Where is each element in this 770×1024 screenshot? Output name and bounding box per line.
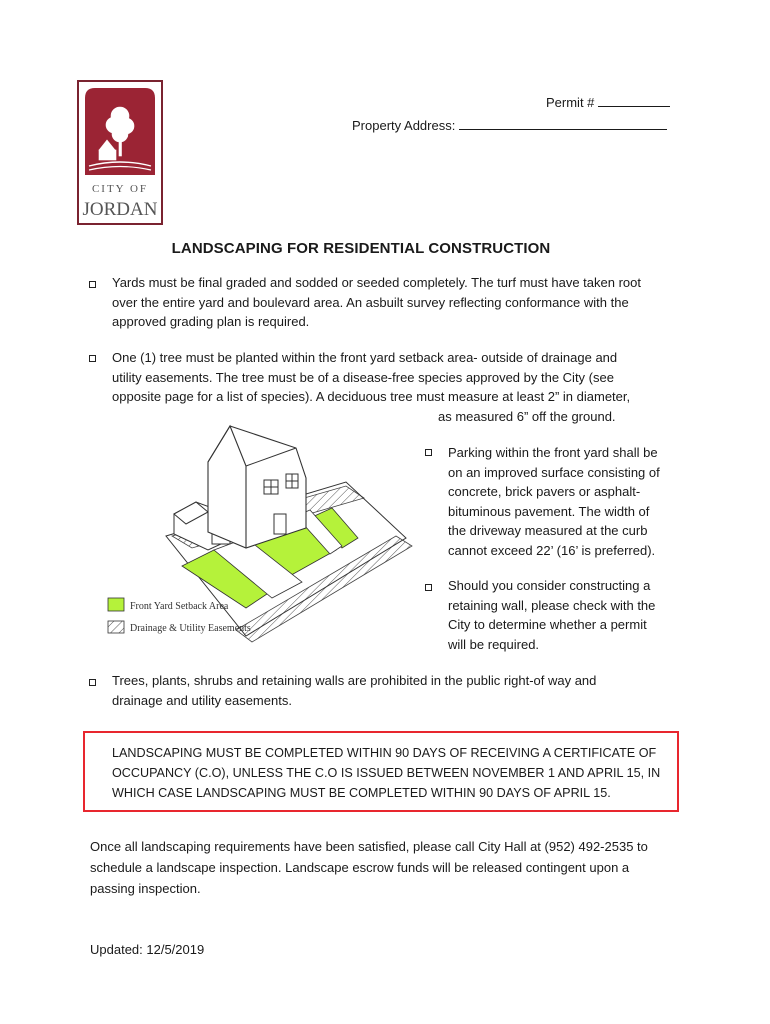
- bullet-yards: Yards must be final graded and sodded or seeded completely. The turf must have taken root over the entire yard and boulevard area. An asbuilt survey reflecting conformance with the approved grading plan is required.: [112, 275, 641, 329]
- page-title: LANDSCAPING FOR RESIDENTIAL CONSTRUCTION: [171, 240, 551, 257]
- notice-text: LANDSCAPING MUST BE COMPLETED WITHIN 90 DAYS OF RECEIVING A CERTIFICATE OF OCCUPANCY (C.O), UNLESS THE C.O IS ISSUED BETWEEN NOVEMBER 1 AND APRIL 15, IN WHICH CASE LANDSCAPING MUST BE COMPLETED WITHIN 90 DAYS OF APRIL 15.: [112, 746, 661, 800]
- bullet-parking: Parking within the front yard shall be on an improved surface consisting of concrete, brick pavers or asphalt- bituminous pavement. The width of the driveway measured at the curb cannot exceed 22’ (16’ is preferred).: [448, 445, 660, 558]
- checkbox-icon: [425, 449, 432, 456]
- permit-label: Permit #: [546, 95, 595, 110]
- address-label: Property Address:: [352, 118, 456, 133]
- legend-drainage-label: Drainage & Utility Easements: [130, 623, 251, 634]
- yard-diagram: [96, 418, 426, 648]
- permit-field[interactable]: [546, 94, 670, 110]
- checkbox-icon: [89, 355, 96, 362]
- updated-date: Updated: 12/5/2019: [90, 942, 205, 957]
- closing-paragraph: Once all landscaping requirements have been satisfied, please call City Hall at (952) 492-2535 to schedule a landscape inspection. Landscape escrow funds will be released contingent upon a passing inspection.: [90, 839, 648, 896]
- checkbox-icon: [89, 281, 96, 288]
- checkbox-icon: [425, 584, 432, 591]
- bullet-tree: One (1) tree must be planted within the front yard setback area- outside of drainage and utility easements. The tree must be of a disease-free species approved by the City (see opposite page for a list of species). A deciduous tree must measure at least 2” in diameter, as measured 6” off the ground.: [112, 350, 631, 424]
- checkbox-icon: [89, 679, 96, 686]
- logo-line1: CITY OF: [91, 183, 149, 195]
- bullet-retaining: Should you consider constructing a retaining wall, please check with the City to determine whether a permit will be required.: [448, 578, 656, 652]
- city-of-jordan-logo-icon: [77, 80, 163, 225]
- property-address-field[interactable]: [352, 117, 667, 133]
- bullet-trees-prohibited: Trees, plants, shrubs and retaining walls are prohibited in the public right-of way and drainage and utility easements.: [112, 673, 597, 708]
- logo-line2: JORDAN: [82, 199, 158, 220]
- legend-setback-label: Front Yard Setback Area: [130, 601, 229, 612]
